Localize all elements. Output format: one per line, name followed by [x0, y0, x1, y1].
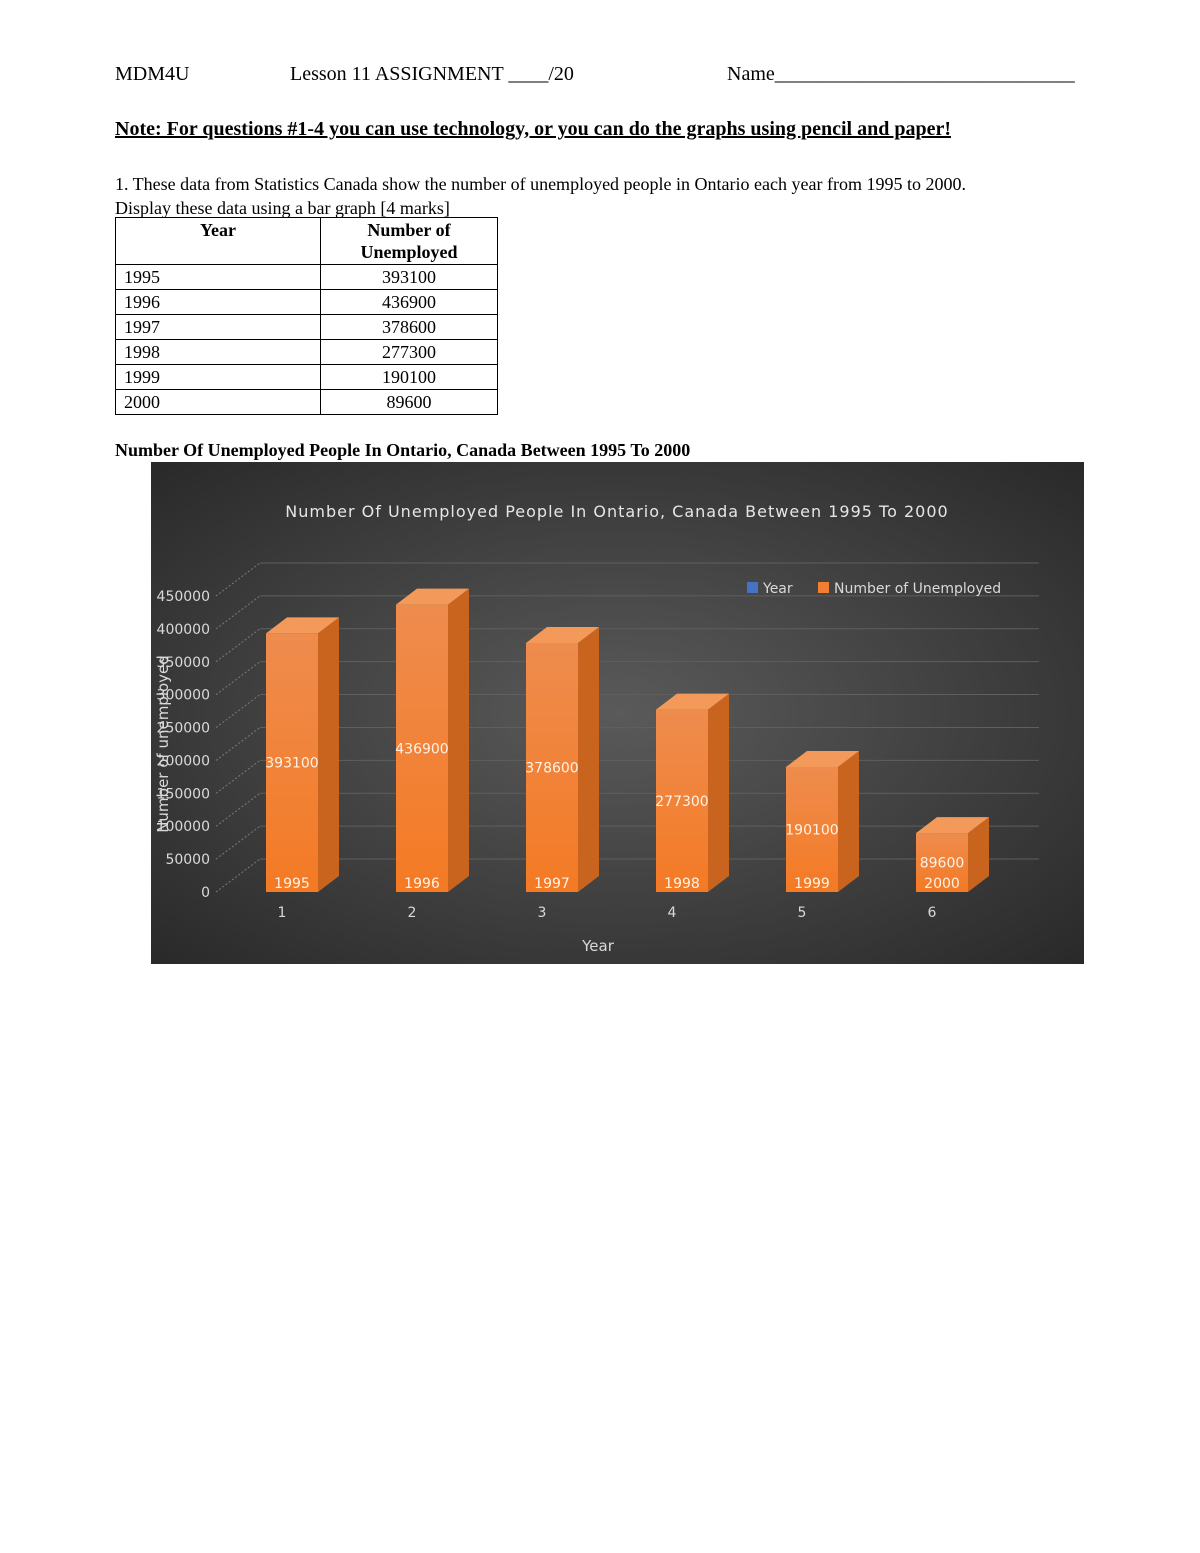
data-label-value: 393100	[265, 755, 319, 772]
bar-side	[448, 589, 469, 892]
assignment-title: Lesson 11 ASSIGNMENT ____/20	[290, 63, 574, 85]
x-tick-label: 4	[667, 905, 677, 921]
data-label-year: 1999	[794, 876, 830, 892]
data-label-year: 2000	[924, 876, 960, 892]
bar-side	[708, 694, 729, 892]
table-row	[116, 340, 498, 365]
table-cell-year: 2000	[116, 390, 321, 415]
data-label-value: 89600	[919, 855, 965, 872]
table-header-unemployed: Number of Unemployed	[321, 218, 498, 265]
y-tick-label: 250000	[156, 720, 210, 737]
question-1-line-1: 1. These data from Statistics Canada show the number of unemployed people in Ontario each year from 1995 to 2000.	[115, 174, 966, 194]
data-label-value: 378600	[525, 760, 579, 777]
table-row	[116, 390, 498, 415]
table-cell-year: 1997	[116, 315, 321, 340]
x-tick-label: 2	[407, 905, 417, 921]
bar-chart-svg	[151, 462, 1084, 964]
table-cell-year: 1999	[116, 365, 321, 390]
y-tick-label: 200000	[156, 753, 210, 770]
table-cell-value: 378600	[321, 315, 498, 340]
legend-swatch-unemployed	[818, 582, 829, 593]
legend-label-unemployed: Number of Unemployed	[834, 581, 1002, 597]
course-code: MDM4U	[115, 63, 190, 85]
table-cell-value: 393100	[321, 265, 498, 290]
table-row	[116, 365, 498, 390]
table-header-row	[116, 218, 498, 265]
y-tick-label: 100000	[156, 819, 210, 836]
legend-label-year: Year	[763, 581, 793, 597]
table-cell-value: 190100	[321, 365, 498, 390]
bar-chart	[151, 462, 1084, 964]
data-label-value: 436900	[395, 741, 449, 758]
y-tick-label: 350000	[156, 654, 210, 671]
y-tick-label: 400000	[156, 621, 210, 638]
table-cell-year: 1996	[116, 290, 321, 315]
data-table	[115, 217, 498, 415]
data-label-year: 1996	[404, 876, 440, 892]
data-label-year: 1995	[274, 876, 310, 892]
table-header-year: Year	[116, 218, 321, 265]
bar-side	[578, 627, 599, 892]
y-tick-label: 150000	[156, 786, 210, 803]
x-tick-label: 6	[927, 905, 937, 921]
y-axis-title: Number of unemployed	[154, 655, 172, 833]
data-label-year: 1997	[534, 876, 570, 892]
y-tick-label: 50000	[165, 852, 210, 869]
x-tick-label: 3	[537, 905, 547, 921]
table-cell-value: 89600	[321, 390, 498, 415]
bar-side	[838, 751, 859, 892]
question-1-line-2: Display these data using a bar graph [4 marks]	[115, 198, 450, 218]
name-field: Name______________________________	[727, 63, 1075, 85]
table-cell-value: 277300	[321, 340, 498, 365]
x-tick-label: 5	[797, 905, 807, 921]
table-cell-year: 1998	[116, 340, 321, 365]
x-tick-label: 1	[277, 905, 287, 921]
table-cell-value: 436900	[321, 290, 498, 315]
legend-swatch-year	[747, 582, 758, 593]
figure-caption: Number Of Unemployed People In Ontario, Canada Between 1995 To 2000	[115, 440, 691, 460]
table-row	[116, 290, 498, 315]
bar-side	[318, 617, 339, 892]
y-tick-label: 450000	[156, 589, 210, 605]
data-label-year: 1998	[664, 876, 700, 892]
table-cell-year: 1995	[116, 265, 321, 290]
table-row	[116, 315, 498, 340]
table-row	[116, 265, 498, 290]
data-label-value: 277300	[655, 793, 709, 810]
instruction-note: Note: For questions #1-4 you can use technology, or you can do the graphs using pencil and paper!	[115, 118, 952, 140]
y-tick-label: 0	[201, 885, 210, 901]
data-label-value: 190100	[785, 822, 839, 839]
chart-title: Number Of Unemployed People In Ontario, Canada Between 1995 To 2000	[285, 502, 949, 521]
x-axis-title: Year	[582, 937, 614, 955]
y-tick-label: 300000	[156, 687, 210, 704]
question-1	[115, 172, 966, 220]
